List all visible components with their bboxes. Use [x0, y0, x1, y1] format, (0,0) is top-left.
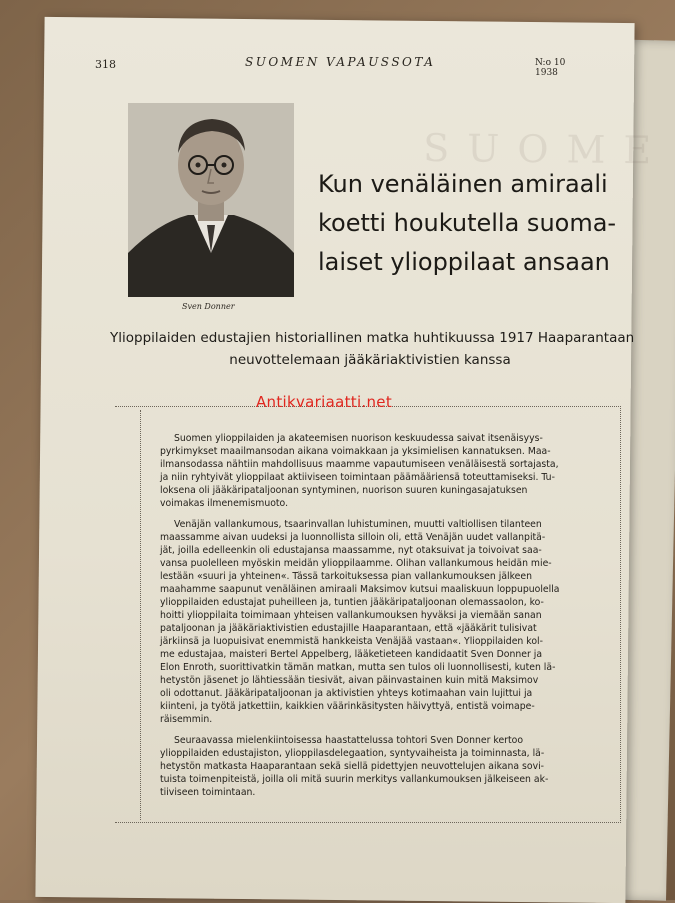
- headline-line: laiset ylioppilaat ansaan: [318, 248, 610, 276]
- text-line: loksena oli jääkäripataljoonan syntyminen, nuorison suuren kuningasajatuksen: [160, 485, 528, 496]
- text-line: vansa puolelleen myöskin meidän ylioppilaamme. Olihan vallankumous heidän mie-: [160, 558, 552, 569]
- text-line: ylioppilaiden edustajat puheilleen ja, tuntien jääkäripataljoonan olemassaolon, ko-: [160, 597, 544, 608]
- text-line: tuista toimenpiteistä, joilla oli mitä suurin merkitys vallankumouksen jälkeiseen ak-: [160, 774, 549, 785]
- text-line: pyrkimykset maailmansodan aikana voimakkaan ja yksimielisen kannatuksen. Maa-: [160, 446, 551, 457]
- text-line: ja niin ryhtyivät ylioppilaat aktiiviseen toimintaan päämääriensä toteuttamiseksi. Tu-: [160, 472, 555, 483]
- text-line: hoitti ylioppilaita toimimaan yhteisen vallankumouksen hyväksi ja viemään sanan: [160, 610, 542, 621]
- text-line: Venäjän vallankumous, tsaarinvallan luhistuminen, muutti valtiollisen tilanteen: [174, 519, 542, 530]
- portrait-illustration: [128, 103, 294, 297]
- text-line: räisemmin.: [160, 714, 213, 725]
- article-body: [160, 432, 592, 799]
- headline-line: koetti houkutella suoma-: [318, 209, 617, 237]
- article-headline: [318, 165, 628, 282]
- text-line: ilmansodassa nähtiin mahdollisuus maamme vapautumiseen venäläisestä sortajasta,: [160, 459, 559, 470]
- running-head: [95, 50, 585, 80]
- text-line: kiinteni, ja työtä jatkettiin, kaikkien väärinkäsitysten häivyttyä, entistä voimape-: [160, 701, 535, 712]
- text-line: Suomen ylioppilaiden ja akateemisen nuorison keskuudessa saivat itsenäisyys-: [174, 433, 543, 444]
- headline-line: Kun venäläinen amiraali: [318, 170, 608, 198]
- journal-title: SUOMEN VAPAUSSOTA: [245, 55, 436, 69]
- show-through-print: SUOME: [423, 125, 670, 173]
- text-line: jät, joilla edelleenkin oli edustajansa maassamme, nyt otaksuivat ja toivoivat saa-: [160, 545, 542, 556]
- subtitle-line: neuvottelemaan jääkäriaktivistien kanssa: [229, 352, 511, 368]
- text-line: järkiinsä ja luopuisivat enemmistä hankkeista Venäjää vastaan«. Ylioppilaiden kol-: [160, 636, 543, 647]
- portrait-caption: Sven Donner: [182, 302, 235, 311]
- article-subtitle: [110, 327, 635, 371]
- text-frame-left-border: [140, 410, 141, 820]
- text-line: maassamme aivan uudeksi ja luonnollista silloin oli, että Venäjän uudet vallanpitä-: [160, 532, 546, 543]
- portrait-photo: [128, 103, 294, 297]
- watermark: Antikvariaatti.net: [256, 393, 393, 411]
- text-line: pataljoonan ja jääkäriaktivistien edustajille Haaparantaan, että «jääkärit tulisivat: [160, 623, 537, 634]
- text-line: me edustajaa, maisteri Bertel Appelberg, lääketieteen kandidaatit Sven Donner ja: [160, 649, 543, 660]
- text-line: oli odottanut. Jääkäripataljoonan ja aktivistien yhteys kotimaahan vain lujittui ja: [160, 688, 533, 699]
- text-line: hetystön matkasta Haaparantaan sekä siellä pidettyjen neuvottelujen aikana sovi-: [160, 761, 545, 772]
- text-line: maahamme saapunut venäläinen amiraali Maksimov kutsui maaliskuun loppupuolella: [160, 584, 560, 595]
- text-line: ylioppilaiden edustajiston, ylioppilasdelegaation, syntyvaiheista ja toiminnasta, lä-: [160, 748, 545, 759]
- subtitle-line: Ylioppilaiden edustajien historiallinen matka huhtikuussa 1917 Haaparantaan: [110, 330, 635, 346]
- text-line: voimakas ilmenemismuoto.: [160, 498, 289, 509]
- text-line: Elon Enroth, suorittivatkin tämän matkan, mutta sen tulos oli luonnollisesti, kuten lä-: [160, 662, 556, 673]
- text-line: Seuraavassa mielenkiintoisessa haastattelussa tohtori Sven Donner kertoo: [174, 735, 524, 746]
- page-number: 318: [95, 58, 116, 71]
- text-line: tiiviseen toimintaan.: [160, 787, 256, 798]
- text-line: lestään «suuri ja yhteinen«. Tässä tarkoituksessa pian vallankumouksen jälkeen: [160, 571, 532, 582]
- text-line: hetystön jäsenet jo lähtiessään tiesivät, aivan päinvastainen kuin mitä Maksimov: [160, 675, 539, 686]
- issue-number: N:o 10 1938: [535, 58, 566, 78]
